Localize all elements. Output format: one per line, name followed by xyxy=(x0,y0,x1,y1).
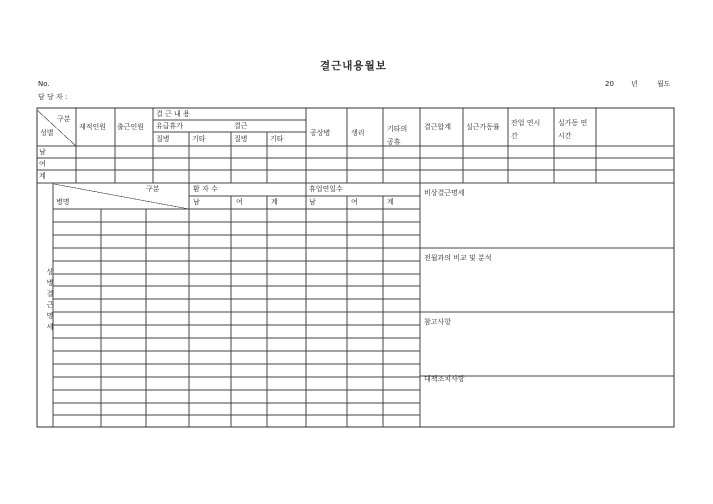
bottom-corner-category: 구분 xyxy=(146,185,160,193)
countermeasures-label: 대책조치사항 xyxy=(424,375,465,383)
emergency-absence-label: 비상결근명세 xyxy=(424,189,465,197)
manager-label: 담 당 자 : xyxy=(38,93,68,101)
month-label: 월도 xyxy=(657,80,671,88)
document-number-label: No. xyxy=(38,80,50,88)
reference-notes-label: 참고사항 xyxy=(424,318,452,326)
row-total: 계 xyxy=(39,172,46,180)
top-corner-category: 구분 xyxy=(57,115,71,123)
patients-male: 남 xyxy=(193,198,200,206)
month-comparison-label: 전월과의 비교 및 분석 xyxy=(424,254,492,262)
year-label: 년 xyxy=(631,80,638,88)
row-male: 남 xyxy=(39,148,46,156)
page-title: 결근내용월보 xyxy=(320,60,387,72)
days-female: 여 xyxy=(351,198,358,206)
corner-diagonal xyxy=(54,184,189,209)
col-menstrual: 생리 xyxy=(351,129,365,137)
col-injury: 공상병 xyxy=(310,129,331,137)
row-female: 여 xyxy=(39,160,46,168)
group-paid-leave: 유급휴가 xyxy=(156,122,184,130)
group-absence-details: 결 근 내 용 xyxy=(156,110,190,118)
group-absent: 결근 xyxy=(234,122,248,130)
sick-absence-side-label: 상병결근명세 xyxy=(46,268,54,334)
col-actual-rate: 실근가동률 xyxy=(466,123,500,131)
days-total: 계 xyxy=(387,198,394,206)
form-border xyxy=(37,108,674,427)
sub-other-2: 기타 xyxy=(270,135,284,143)
bottom-corner-disease: 병명 xyxy=(56,198,70,206)
patients-total: 계 xyxy=(271,198,278,206)
year-prefix: 20 xyxy=(605,80,614,88)
patients-female: 여 xyxy=(236,198,243,206)
days-male: 남 xyxy=(309,198,316,206)
top-corner-gender: 성별 xyxy=(40,129,54,137)
group-lost-days: 휴업연일수 xyxy=(309,185,343,193)
col-overtime: 잔업 연시간 xyxy=(511,119,541,140)
sub-sick-1: 질병 xyxy=(156,135,170,143)
sub-sick-2: 질병 xyxy=(234,135,248,143)
col-absence-total: 결근합계 xyxy=(424,123,452,131)
col-enrolled: 재적인원 xyxy=(79,123,107,131)
col-actual-hours: 실가동 연시간 xyxy=(558,119,588,140)
group-patient-count: 환 자 수 xyxy=(193,185,218,193)
sub-other-1: 기타 xyxy=(192,135,206,143)
col-other-holiday: 기타의 공휴 xyxy=(387,125,408,146)
col-attended: 출근인원 xyxy=(117,123,145,131)
